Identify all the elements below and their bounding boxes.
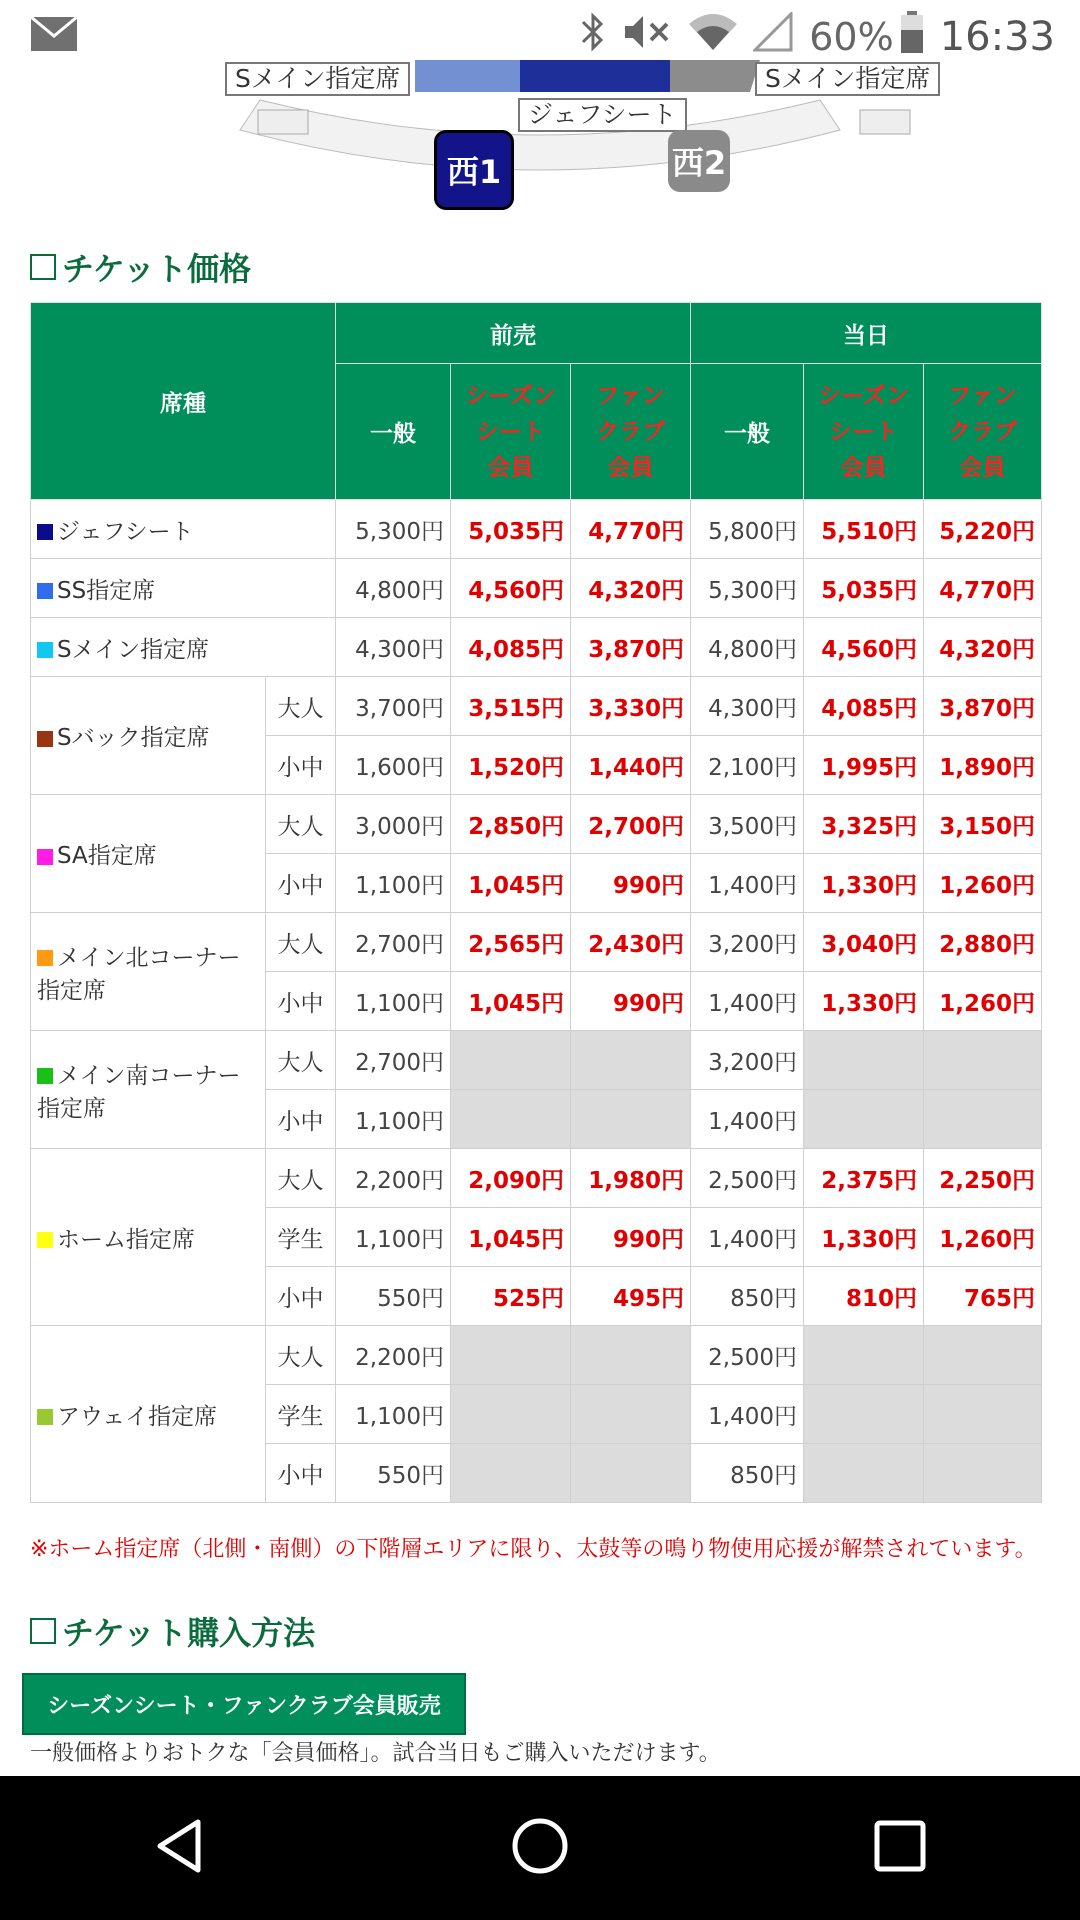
header-sameday-fanclub: [924, 364, 1042, 500]
price-unavailable: [451, 1444, 571, 1503]
price-advance-season: 4,560円: [451, 559, 571, 618]
price-advance-fanclub: 495円: [571, 1267, 691, 1326]
price-unavailable: [804, 1326, 924, 1385]
price-sameday-season: 5,035円: [804, 559, 924, 618]
price-advance-general: 1,600円: [336, 736, 451, 795]
header-line: クラブ: [596, 418, 665, 445]
price-advance-general: 4,300円: [336, 618, 451, 677]
price-unavailable: [451, 1385, 571, 1444]
price-sameday-general: 2,100円: [691, 736, 804, 795]
seat-name-cell: [31, 913, 266, 1031]
price-sameday-general: 5,300円: [691, 559, 804, 618]
header-line: クラブ: [948, 418, 1017, 445]
price-advance-fanclub: 990円: [571, 1208, 691, 1267]
price-advance-fanclub: 2,700円: [571, 795, 691, 854]
price-sameday-fanclub: 2,250円: [924, 1149, 1042, 1208]
section-heading-ticket-price: [30, 244, 251, 290]
color-swatch: [37, 524, 53, 540]
age-category: 学生: [266, 1385, 336, 1444]
header-advance: 前売: [336, 303, 691, 364]
price-advance-general: 1,100円: [336, 1208, 451, 1267]
seat-name: メイン北コーナー: [57, 944, 241, 971]
price-sameday-general: 3,200円: [691, 1031, 804, 1090]
header-line: 会員: [959, 454, 1006, 481]
price-advance-season: 2,565円: [451, 913, 571, 972]
section-title: チケット価格: [62, 250, 252, 288]
price-sameday-season: 3,325円: [804, 795, 924, 854]
price-sameday-season: 4,560円: [804, 618, 924, 677]
age-category: 小中: [266, 736, 336, 795]
seat-name-cell: [31, 1326, 266, 1503]
price-unavailable: [804, 1385, 924, 1444]
table-row: [31, 618, 1042, 677]
table-row: [31, 1326, 1042, 1385]
price-advance-season: 3,515円: [451, 677, 571, 736]
price-advance-season: 2,090円: [451, 1149, 571, 1208]
header-line: ファン: [596, 382, 665, 409]
price-advance-season: 4,085円: [451, 618, 571, 677]
price-sameday-season: 1,330円: [804, 854, 924, 913]
member-sales-description: 一般価格よりおトクな「会員価格」。試合当日もご購入いただけます。: [30, 1741, 721, 1766]
price-advance-season: 1,045円: [451, 1208, 571, 1267]
mail-icon: [30, 16, 78, 56]
price-advance-general: 4,800円: [336, 559, 451, 618]
seat-name-cell: [31, 618, 336, 677]
header-line: シーズン: [465, 382, 556, 409]
price-advance-general: 1,100円: [336, 1090, 451, 1149]
color-swatch: [37, 1232, 53, 1248]
price-sameday-general: 4,300円: [691, 677, 804, 736]
age-category: 大人: [266, 1326, 336, 1385]
price-sameday-fanclub: 1,260円: [924, 1208, 1042, 1267]
price-advance-general: 3,000円: [336, 795, 451, 854]
header-sameday: 当日: [691, 303, 1042, 364]
price-advance-fanclub: 990円: [571, 972, 691, 1031]
color-swatch: [37, 731, 53, 747]
price-advance-season: 5,035円: [451, 500, 571, 559]
seat-name-cell: [31, 1031, 266, 1149]
price-unavailable: [571, 1090, 691, 1149]
price-sameday-general: 2,500円: [691, 1149, 804, 1208]
section-title: チケット購入方法: [62, 1614, 316, 1652]
table-row: [31, 913, 1042, 972]
table-row: [31, 677, 1042, 736]
price-advance-season: 525円: [451, 1267, 571, 1326]
header-seat-type: 席種: [31, 303, 336, 500]
price-advance-general: 2,700円: [336, 913, 451, 972]
member-sales-button[interactable]: シーズンシート・ファンクラブ会員販売: [22, 1673, 466, 1735]
color-swatch: [37, 642, 53, 658]
battery-icon: [900, 10, 924, 63]
header-line: ファン: [948, 382, 1017, 409]
price-advance-general: 2,200円: [336, 1149, 451, 1208]
home-icon[interactable]: [510, 1816, 570, 1880]
price-advance-fanclub: 3,870円: [571, 618, 691, 677]
age-category: 小中: [266, 972, 336, 1031]
table-row: [31, 795, 1042, 854]
price-sameday-season: 810円: [804, 1267, 924, 1326]
battery-percentage: 60%: [809, 14, 894, 59]
price-sameday-season: 3,040円: [804, 913, 924, 972]
color-swatch: [37, 583, 53, 599]
price-advance-season: 1,045円: [451, 854, 571, 913]
bluetooth-icon: [579, 10, 607, 63]
seat-name: ホーム指定席: [57, 1226, 195, 1253]
seat-name-line2: 指定席: [37, 1095, 106, 1122]
price-sameday-fanclub: 1,890円: [924, 736, 1042, 795]
seat-name-cell: [31, 559, 336, 618]
price-sameday-fanclub: 5,220円: [924, 500, 1042, 559]
header-advance-fanclub: [571, 364, 691, 500]
price-unavailable: [451, 1031, 571, 1090]
price-sameday-general: 3,500円: [691, 795, 804, 854]
price-sameday-fanclub: 1,260円: [924, 972, 1042, 1031]
price-sameday-general: 850円: [691, 1444, 804, 1503]
price-advance-season: 1,045円: [451, 972, 571, 1031]
price-table: [30, 302, 1042, 1503]
price-unavailable: [571, 1385, 691, 1444]
price-sameday-season: 2,375円: [804, 1149, 924, 1208]
price-advance-season: 2,850円: [451, 795, 571, 854]
map-label-s-main-right: Sメイン指定席: [755, 62, 940, 96]
price-advance-fanclub: 1,440円: [571, 736, 691, 795]
price-sameday-fanclub: 3,870円: [924, 677, 1042, 736]
price-sameday-fanclub: 3,150円: [924, 795, 1042, 854]
table-row: [31, 1149, 1042, 1208]
header-line: シート: [829, 418, 898, 445]
price-unavailable: [924, 1326, 1042, 1385]
age-category: 学生: [266, 1208, 336, 1267]
color-swatch: [37, 1068, 53, 1084]
price-sameday-general: 1,400円: [691, 1090, 804, 1149]
price-sameday-general: 1,400円: [691, 1385, 804, 1444]
price-sameday-fanclub: 4,320円: [924, 618, 1042, 677]
price-sameday-general: 4,800円: [691, 618, 804, 677]
square-icon: [30, 1618, 56, 1644]
home-seat-note: ※ホーム指定席（北側・南側）の下階層エリアに限り、太鼓等の鳴り物使用応援が解禁されています。: [30, 1537, 1037, 1562]
recents-icon[interactable]: [870, 1816, 930, 1880]
price-advance-general: 5,300円: [336, 500, 451, 559]
mute-icon: [623, 12, 673, 61]
map-label-jef-seat: ジェフシート: [518, 98, 687, 132]
age-category: 大人: [266, 795, 336, 854]
price-advance-fanclub: 990円: [571, 854, 691, 913]
price-sameday-general: 3,200円: [691, 913, 804, 972]
price-advance-general: 550円: [336, 1267, 451, 1326]
seat-name-cell: [31, 1149, 266, 1326]
header-line: 会員: [607, 454, 654, 481]
header-advance-general: 一般: [336, 364, 451, 500]
price-advance-general: 550円: [336, 1444, 451, 1503]
price-sameday-season: 5,510円: [804, 500, 924, 559]
table-row: [31, 500, 1042, 559]
price-advance-fanclub: 2,430円: [571, 913, 691, 972]
header-line: 会員: [487, 454, 534, 481]
price-sameday-season: 4,085円: [804, 677, 924, 736]
age-category: 大人: [266, 677, 336, 736]
price-sameday-fanclub: 4,770円: [924, 559, 1042, 618]
age-category: 大人: [266, 1031, 336, 1090]
color-swatch: [37, 950, 53, 966]
age-category: 小中: [266, 854, 336, 913]
price-advance-fanclub: 4,320円: [571, 559, 691, 618]
seat-name: Sメイン指定席: [57, 636, 210, 663]
seat-name: SA指定席: [57, 843, 157, 869]
age-category: 大人: [266, 1149, 336, 1208]
seat-name: ジェフシート: [57, 518, 194, 545]
table-row: [31, 1031, 1042, 1090]
price-unavailable: [924, 1385, 1042, 1444]
header-line: 会員: [840, 454, 887, 481]
price-sameday-general: 5,800円: [691, 500, 804, 559]
price-advance-fanclub: 1,980円: [571, 1149, 691, 1208]
price-sameday-general: 2,500円: [691, 1326, 804, 1385]
age-category: 大人: [266, 913, 336, 972]
color-swatch: [37, 849, 53, 865]
price-unavailable: [804, 1090, 924, 1149]
square-icon: [30, 254, 56, 280]
price-unavailable: [924, 1444, 1042, 1503]
map-label-s-main-left: Sメイン指定席: [225, 62, 410, 96]
price-unavailable: [571, 1326, 691, 1385]
price-advance-fanclub: 3,330円: [571, 677, 691, 736]
seat-name-cell: [31, 795, 266, 913]
price-advance-fanclub: 4,770円: [571, 500, 691, 559]
price-advance-general: 2,700円: [336, 1031, 451, 1090]
seat-name: SS指定席: [57, 577, 156, 604]
header-advance-season: [451, 364, 571, 500]
wifi-icon: [689, 12, 737, 61]
age-category: 小中: [266, 1267, 336, 1326]
price-sameday-season: 1,330円: [804, 972, 924, 1031]
gate-west-2: 西2: [668, 130, 730, 192]
header-line: シート: [476, 418, 545, 445]
age-category: 小中: [266, 1444, 336, 1503]
price-unavailable: [804, 1444, 924, 1503]
header-sameday-season: [804, 364, 924, 500]
price-sameday-general: 1,400円: [691, 1208, 804, 1267]
price-unavailable: [451, 1090, 571, 1149]
price-unavailable: [924, 1090, 1042, 1149]
age-category: 小中: [266, 1090, 336, 1149]
price-advance-season: 1,520円: [451, 736, 571, 795]
price-sameday-fanclub: 765円: [924, 1267, 1042, 1326]
price-unavailable: [804, 1031, 924, 1090]
price-sameday-general: 850円: [691, 1267, 804, 1326]
price-sameday-season: 1,330円: [804, 1208, 924, 1267]
table-row: [31, 559, 1042, 618]
price-advance-general: 3,700円: [336, 677, 451, 736]
color-swatch: [37, 1409, 53, 1425]
stadium-map: [0, 60, 1080, 210]
price-sameday-season: 1,995円: [804, 736, 924, 795]
clock: 16:33: [939, 13, 1055, 60]
seat-name-line2: 指定席: [37, 977, 106, 1004]
header-sameday-general: 一般: [691, 364, 804, 500]
navigation-bar: [0, 1776, 1080, 1920]
price-sameday-general: 1,400円: [691, 972, 804, 1031]
price-sameday-general: 1,400円: [691, 854, 804, 913]
seat-name: Sバック指定席: [57, 725, 210, 751]
price-sameday-fanclub: 2,880円: [924, 913, 1042, 972]
price-advance-general: 2,200円: [336, 1326, 451, 1385]
seat-name-cell: [31, 500, 336, 559]
price-unavailable: [924, 1031, 1042, 1090]
price-advance-general: 1,100円: [336, 972, 451, 1031]
price-unavailable: [571, 1444, 691, 1503]
seat-name: メイン南コーナー: [57, 1062, 241, 1089]
price-advance-general: 1,100円: [336, 1385, 451, 1444]
signal-icon: [753, 12, 793, 61]
price-unavailable: [451, 1326, 571, 1385]
section-heading-purchase: [30, 1608, 315, 1654]
price-advance-general: 1,100円: [336, 854, 451, 913]
header-line: シーズン: [818, 382, 909, 409]
seat-name-cell: [31, 677, 266, 795]
price-unavailable: [571, 1031, 691, 1090]
price-sameday-fanclub: 1,260円: [924, 854, 1042, 913]
gate-west-1: 西1: [434, 130, 514, 210]
back-icon[interactable]: [150, 1816, 210, 1880]
seat-name: アウェイ指定席: [57, 1403, 218, 1430]
